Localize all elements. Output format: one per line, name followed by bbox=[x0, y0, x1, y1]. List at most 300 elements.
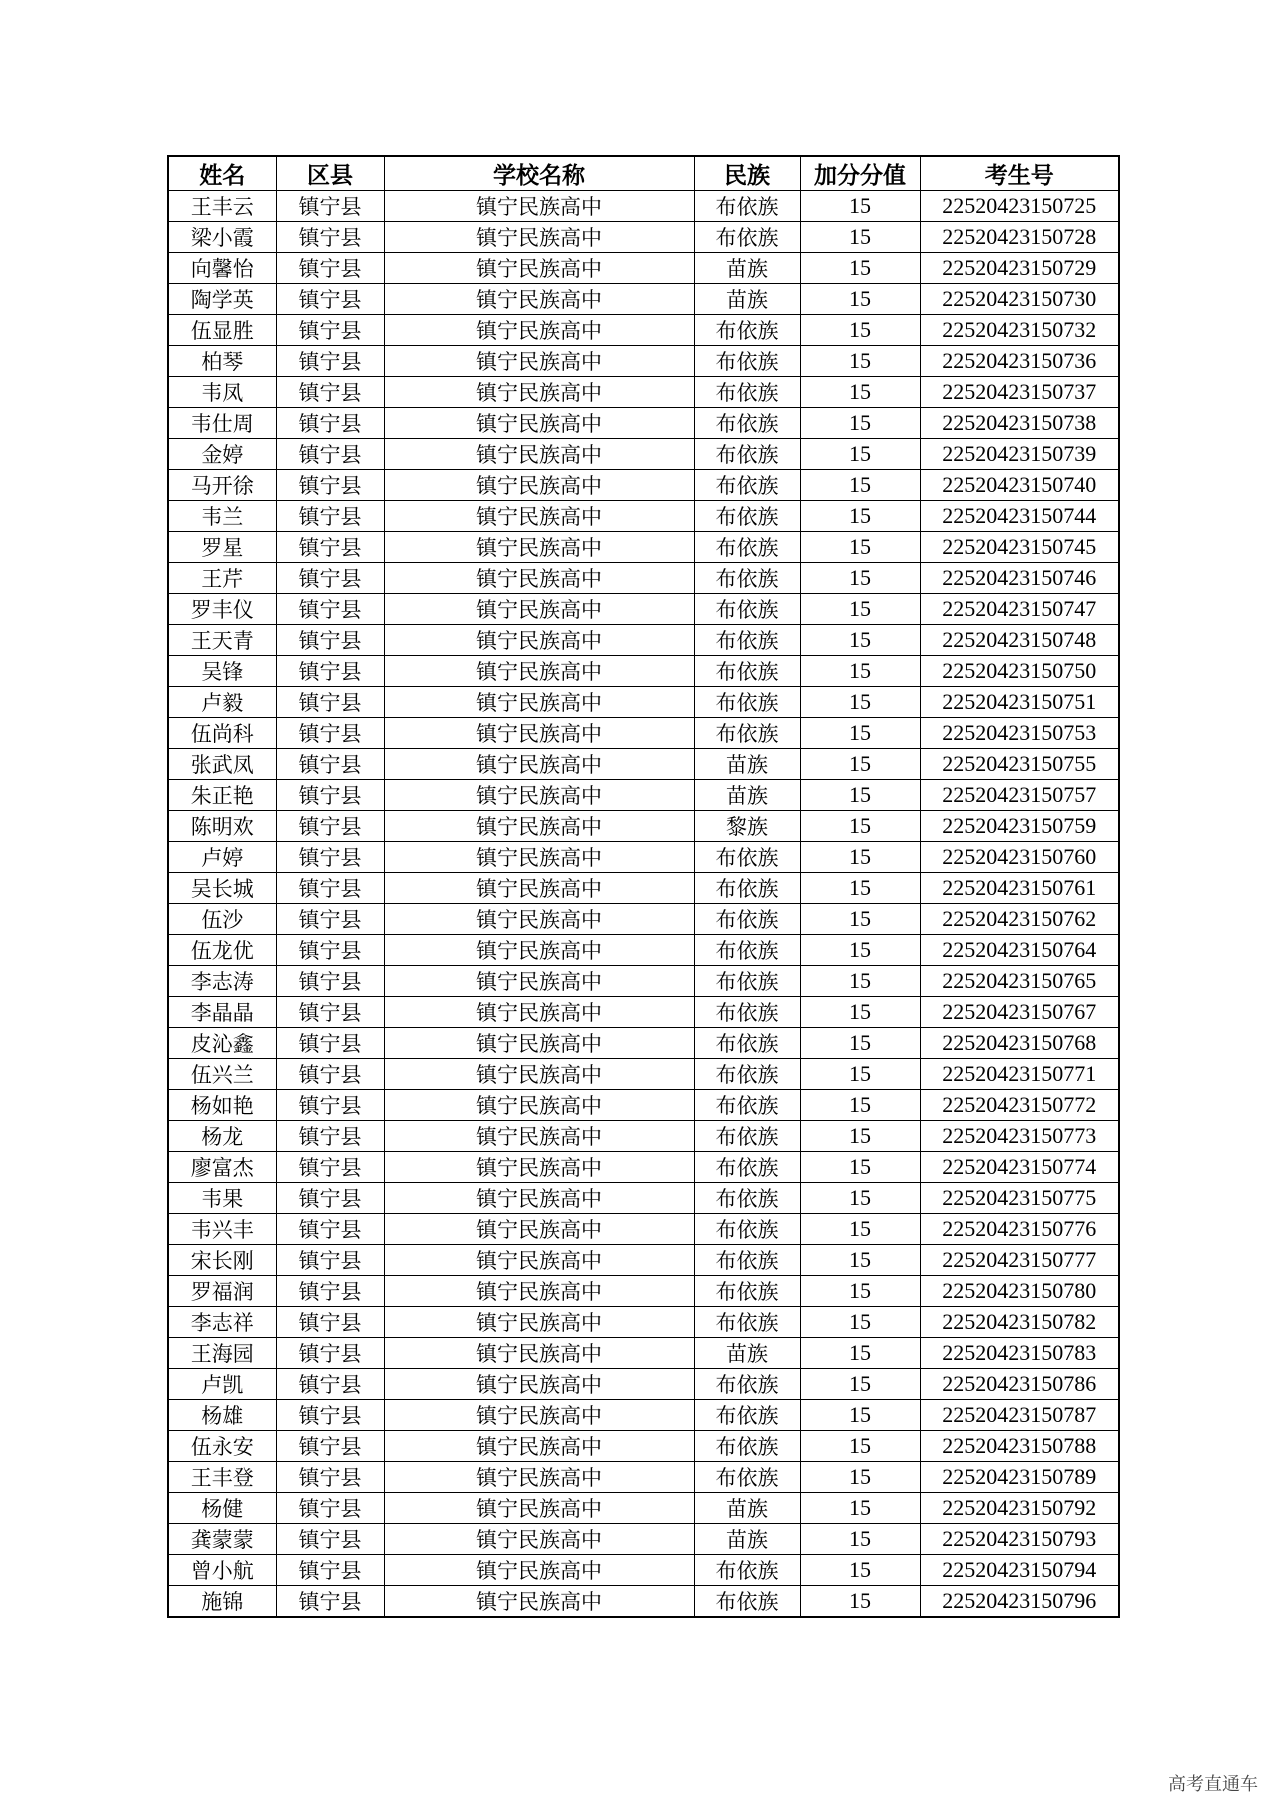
cell-bonus-points: 15 bbox=[800, 1493, 920, 1524]
cell-name: 向馨怡 bbox=[168, 253, 276, 284]
cell-county: 镇宁县 bbox=[276, 1338, 384, 1369]
table-row bbox=[168, 1276, 1119, 1307]
cell-ethnicity: 布依族 bbox=[694, 1245, 800, 1276]
table-row bbox=[168, 1121, 1119, 1152]
bonus-points-table bbox=[167, 155, 1120, 1618]
table-row bbox=[168, 532, 1119, 563]
table-row bbox=[168, 1400, 1119, 1431]
cell-county: 镇宁县 bbox=[276, 1307, 384, 1338]
cell-bonus-points: 15 bbox=[800, 1152, 920, 1183]
cell-county: 镇宁县 bbox=[276, 718, 384, 749]
cell-candidate-number: 22520423150755 bbox=[920, 749, 1119, 780]
table-row bbox=[168, 873, 1119, 904]
cell-ethnicity: 布依族 bbox=[694, 1121, 800, 1152]
table-row bbox=[168, 811, 1119, 842]
cell-county: 镇宁县 bbox=[276, 1059, 384, 1090]
table-row bbox=[168, 718, 1119, 749]
cell-ethnicity: 布依族 bbox=[694, 625, 800, 656]
cell-bonus-points: 15 bbox=[800, 501, 920, 532]
cell-ethnicity: 苗族 bbox=[694, 780, 800, 811]
table-row bbox=[168, 501, 1119, 532]
cell-candidate-number: 22520423150775 bbox=[920, 1183, 1119, 1214]
cell-candidate-number: 22520423150796 bbox=[920, 1586, 1119, 1618]
cell-bonus-points: 15 bbox=[800, 315, 920, 346]
cell-name: 韦果 bbox=[168, 1183, 276, 1214]
table-row bbox=[168, 997, 1119, 1028]
table-row bbox=[168, 1214, 1119, 1245]
cell-candidate-number: 22520423150780 bbox=[920, 1276, 1119, 1307]
cell-school: 镇宁民族高中 bbox=[384, 594, 694, 625]
cell-ethnicity: 布依族 bbox=[694, 501, 800, 532]
cell-bonus-points: 15 bbox=[800, 811, 920, 842]
cell-candidate-number: 22520423150777 bbox=[920, 1245, 1119, 1276]
cell-school: 镇宁民族高中 bbox=[384, 718, 694, 749]
table-row bbox=[168, 842, 1119, 873]
cell-candidate-number: 22520423150759 bbox=[920, 811, 1119, 842]
cell-school: 镇宁民族高中 bbox=[384, 1183, 694, 1214]
cell-county: 镇宁县 bbox=[276, 191, 384, 222]
cell-bonus-points: 15 bbox=[800, 408, 920, 439]
cell-candidate-number: 22520423150772 bbox=[920, 1090, 1119, 1121]
cell-ethnicity: 苗族 bbox=[694, 749, 800, 780]
roster-sheet bbox=[167, 155, 1118, 1618]
cell-ethnicity: 布依族 bbox=[694, 1028, 800, 1059]
cell-bonus-points: 15 bbox=[800, 1555, 920, 1586]
cell-candidate-number: 22520423150747 bbox=[920, 594, 1119, 625]
cell-candidate-number: 22520423150774 bbox=[920, 1152, 1119, 1183]
cell-school: 镇宁民族高中 bbox=[384, 997, 694, 1028]
cell-name: 伍显胜 bbox=[168, 315, 276, 346]
cell-bonus-points: 15 bbox=[800, 439, 920, 470]
cell-ethnicity: 布依族 bbox=[694, 997, 800, 1028]
cell-ethnicity: 布依族 bbox=[694, 532, 800, 563]
cell-ethnicity: 布依族 bbox=[694, 656, 800, 687]
table-row bbox=[168, 1431, 1119, 1462]
header-bonus-points: 加分分值 bbox=[800, 156, 920, 191]
cell-bonus-points: 15 bbox=[800, 594, 920, 625]
cell-candidate-number: 22520423150787 bbox=[920, 1400, 1119, 1431]
cell-bonus-points: 15 bbox=[800, 1462, 920, 1493]
cell-county: 镇宁县 bbox=[276, 1121, 384, 1152]
cell-school: 镇宁民族高中 bbox=[384, 408, 694, 439]
table-row bbox=[168, 749, 1119, 780]
cell-county: 镇宁县 bbox=[276, 1586, 384, 1618]
cell-name: 王芹 bbox=[168, 563, 276, 594]
cell-ethnicity: 布依族 bbox=[694, 842, 800, 873]
cell-candidate-number: 22520423150792 bbox=[920, 1493, 1119, 1524]
cell-school: 镇宁民族高中 bbox=[384, 625, 694, 656]
cell-bonus-points: 15 bbox=[800, 1400, 920, 1431]
cell-ethnicity: 布依族 bbox=[694, 1276, 800, 1307]
cell-name: 柏琴 bbox=[168, 346, 276, 377]
cell-county: 镇宁县 bbox=[276, 1090, 384, 1121]
cell-school: 镇宁民族高中 bbox=[384, 1524, 694, 1555]
cell-school: 镇宁民族高中 bbox=[384, 1090, 694, 1121]
cell-name: 伍尚科 bbox=[168, 718, 276, 749]
cell-bonus-points: 15 bbox=[800, 1028, 920, 1059]
cell-candidate-number: 22520423150732 bbox=[920, 315, 1119, 346]
table-row bbox=[168, 1245, 1119, 1276]
cell-bonus-points: 15 bbox=[800, 191, 920, 222]
cell-name: 王天青 bbox=[168, 625, 276, 656]
cell-county: 镇宁县 bbox=[276, 1493, 384, 1524]
cell-county: 镇宁县 bbox=[276, 811, 384, 842]
cell-school: 镇宁民族高中 bbox=[384, 656, 694, 687]
cell-name: 龚蒙蒙 bbox=[168, 1524, 276, 1555]
cell-county: 镇宁县 bbox=[276, 377, 384, 408]
cell-school: 镇宁民族高中 bbox=[384, 966, 694, 997]
cell-candidate-number: 22520423150730 bbox=[920, 284, 1119, 315]
cell-candidate-number: 22520423150794 bbox=[920, 1555, 1119, 1586]
cell-ethnicity: 布依族 bbox=[694, 439, 800, 470]
cell-bonus-points: 15 bbox=[800, 253, 920, 284]
cell-ethnicity: 布依族 bbox=[694, 1214, 800, 1245]
cell-ethnicity: 布依族 bbox=[694, 718, 800, 749]
cell-bonus-points: 15 bbox=[800, 1183, 920, 1214]
cell-school: 镇宁民族高中 bbox=[384, 1555, 694, 1586]
header-name: 姓名 bbox=[168, 156, 276, 191]
cell-ethnicity: 布依族 bbox=[694, 1586, 800, 1618]
cell-county: 镇宁县 bbox=[276, 1028, 384, 1059]
cell-school: 镇宁民族高中 bbox=[384, 470, 694, 501]
header-county: 区县 bbox=[276, 156, 384, 191]
cell-candidate-number: 22520423150789 bbox=[920, 1462, 1119, 1493]
cell-ethnicity: 苗族 bbox=[694, 1338, 800, 1369]
cell-ethnicity: 布依族 bbox=[694, 408, 800, 439]
cell-bonus-points: 15 bbox=[800, 1431, 920, 1462]
cell-school: 镇宁民族高中 bbox=[384, 346, 694, 377]
cell-ethnicity: 黎族 bbox=[694, 811, 800, 842]
table-body bbox=[168, 191, 1119, 1618]
cell-name: 曾小航 bbox=[168, 1555, 276, 1586]
cell-ethnicity: 布依族 bbox=[694, 1152, 800, 1183]
cell-name: 卢毅 bbox=[168, 687, 276, 718]
cell-ethnicity: 布依族 bbox=[694, 1555, 800, 1586]
cell-bonus-points: 15 bbox=[800, 470, 920, 501]
cell-name: 韦仕周 bbox=[168, 408, 276, 439]
cell-ethnicity: 苗族 bbox=[694, 253, 800, 284]
cell-candidate-number: 22520423150745 bbox=[920, 532, 1119, 563]
cell-bonus-points: 15 bbox=[800, 842, 920, 873]
cell-school: 镇宁民族高中 bbox=[384, 1307, 694, 1338]
cell-school: 镇宁民族高中 bbox=[384, 780, 694, 811]
cell-county: 镇宁县 bbox=[276, 625, 384, 656]
table-row bbox=[168, 222, 1119, 253]
cell-bonus-points: 15 bbox=[800, 1059, 920, 1090]
cell-school: 镇宁民族高中 bbox=[384, 377, 694, 408]
cell-bonus-points: 15 bbox=[800, 563, 920, 594]
table-row bbox=[168, 1028, 1119, 1059]
cell-ethnicity: 布依族 bbox=[694, 1369, 800, 1400]
cell-county: 镇宁县 bbox=[276, 346, 384, 377]
cell-county: 镇宁县 bbox=[276, 1214, 384, 1245]
cell-name: 施锦 bbox=[168, 1586, 276, 1618]
cell-name: 王丰登 bbox=[168, 1462, 276, 1493]
cell-county: 镇宁县 bbox=[276, 1431, 384, 1462]
cell-candidate-number: 22520423150757 bbox=[920, 780, 1119, 811]
cell-candidate-number: 22520423150748 bbox=[920, 625, 1119, 656]
cell-bonus-points: 15 bbox=[800, 1369, 920, 1400]
cell-school: 镇宁民族高中 bbox=[384, 1059, 694, 1090]
cell-county: 镇宁县 bbox=[276, 997, 384, 1028]
cell-candidate-number: 22520423150764 bbox=[920, 935, 1119, 966]
table-row bbox=[168, 284, 1119, 315]
cell-candidate-number: 22520423150771 bbox=[920, 1059, 1119, 1090]
cell-name: 伍沙 bbox=[168, 904, 276, 935]
cell-ethnicity: 布依族 bbox=[694, 1400, 800, 1431]
cell-county: 镇宁县 bbox=[276, 501, 384, 532]
table-row bbox=[168, 966, 1119, 997]
cell-name: 王海园 bbox=[168, 1338, 276, 1369]
cell-name: 朱正艳 bbox=[168, 780, 276, 811]
table-row bbox=[168, 935, 1119, 966]
cell-county: 镇宁县 bbox=[276, 284, 384, 315]
cell-candidate-number: 22520423150739 bbox=[920, 439, 1119, 470]
cell-school: 镇宁民族高中 bbox=[384, 222, 694, 253]
cell-county: 镇宁县 bbox=[276, 1276, 384, 1307]
cell-name: 李志涛 bbox=[168, 966, 276, 997]
cell-candidate-number: 22520423150783 bbox=[920, 1338, 1119, 1369]
table-row bbox=[168, 253, 1119, 284]
cell-candidate-number: 22520423150738 bbox=[920, 408, 1119, 439]
cell-candidate-number: 22520423150760 bbox=[920, 842, 1119, 873]
cell-ethnicity: 苗族 bbox=[694, 284, 800, 315]
table-row bbox=[168, 563, 1119, 594]
cell-ethnicity: 布依族 bbox=[694, 1059, 800, 1090]
cell-bonus-points: 15 bbox=[800, 966, 920, 997]
cell-candidate-number: 22520423150740 bbox=[920, 470, 1119, 501]
cell-ethnicity: 布依族 bbox=[694, 470, 800, 501]
cell-bonus-points: 15 bbox=[800, 718, 920, 749]
cell-name: 李晶晶 bbox=[168, 997, 276, 1028]
watermark: 高考直通车 bbox=[1168, 1774, 1258, 1795]
cell-candidate-number: 22520423150746 bbox=[920, 563, 1119, 594]
cell-school: 镇宁民族高中 bbox=[384, 315, 694, 346]
cell-ethnicity: 布依族 bbox=[694, 1183, 800, 1214]
cell-school: 镇宁民族高中 bbox=[384, 1400, 694, 1431]
cell-bonus-points: 15 bbox=[800, 873, 920, 904]
cell-school: 镇宁民族高中 bbox=[384, 1152, 694, 1183]
cell-school: 镇宁民族高中 bbox=[384, 501, 694, 532]
cell-candidate-number: 22520423150773 bbox=[920, 1121, 1119, 1152]
cell-candidate-number: 22520423150765 bbox=[920, 966, 1119, 997]
cell-name: 杨龙 bbox=[168, 1121, 276, 1152]
table-row bbox=[168, 1338, 1119, 1369]
table-row bbox=[168, 315, 1119, 346]
cell-county: 镇宁县 bbox=[276, 966, 384, 997]
cell-candidate-number: 22520423150786 bbox=[920, 1369, 1119, 1400]
cell-bonus-points: 15 bbox=[800, 687, 920, 718]
table-row bbox=[168, 1183, 1119, 1214]
cell-candidate-number: 22520423150782 bbox=[920, 1307, 1119, 1338]
cell-name: 马开徐 bbox=[168, 470, 276, 501]
cell-name: 张武凤 bbox=[168, 749, 276, 780]
cell-name: 皮沁鑫 bbox=[168, 1028, 276, 1059]
table-row bbox=[168, 439, 1119, 470]
cell-county: 镇宁县 bbox=[276, 1524, 384, 1555]
cell-name: 吴长城 bbox=[168, 873, 276, 904]
cell-name: 陶学英 bbox=[168, 284, 276, 315]
cell-candidate-number: 22520423150768 bbox=[920, 1028, 1119, 1059]
cell-school: 镇宁民族高中 bbox=[384, 1245, 694, 1276]
cell-county: 镇宁县 bbox=[276, 253, 384, 284]
table-row bbox=[168, 1369, 1119, 1400]
cell-candidate-number: 22520423150762 bbox=[920, 904, 1119, 935]
cell-school: 镇宁民族高中 bbox=[384, 439, 694, 470]
cell-candidate-number: 22520423150788 bbox=[920, 1431, 1119, 1462]
cell-school: 镇宁民族高中 bbox=[384, 284, 694, 315]
cell-county: 镇宁县 bbox=[276, 532, 384, 563]
cell-name: 卢凯 bbox=[168, 1369, 276, 1400]
table-row bbox=[168, 191, 1119, 222]
cell-school: 镇宁民族高中 bbox=[384, 749, 694, 780]
cell-candidate-number: 22520423150728 bbox=[920, 222, 1119, 253]
cell-name: 韦凤 bbox=[168, 377, 276, 408]
cell-school: 镇宁民族高中 bbox=[384, 873, 694, 904]
cell-ethnicity: 布依族 bbox=[694, 935, 800, 966]
cell-candidate-number: 22520423150737 bbox=[920, 377, 1119, 408]
cell-school: 镇宁民族高中 bbox=[384, 1338, 694, 1369]
header-candidate-number: 考生号 bbox=[920, 156, 1119, 191]
table-row bbox=[168, 1152, 1119, 1183]
cell-county: 镇宁县 bbox=[276, 873, 384, 904]
cell-county: 镇宁县 bbox=[276, 1462, 384, 1493]
cell-bonus-points: 15 bbox=[800, 1307, 920, 1338]
table-row bbox=[168, 1524, 1119, 1555]
cell-county: 镇宁县 bbox=[276, 1369, 384, 1400]
table-row bbox=[168, 656, 1119, 687]
cell-bonus-points: 15 bbox=[800, 625, 920, 656]
cell-name: 韦兴丰 bbox=[168, 1214, 276, 1245]
cell-county: 镇宁县 bbox=[276, 1245, 384, 1276]
cell-name: 杨健 bbox=[168, 1493, 276, 1524]
cell-ethnicity: 苗族 bbox=[694, 1493, 800, 1524]
cell-ethnicity: 苗族 bbox=[694, 1524, 800, 1555]
cell-name: 卢婷 bbox=[168, 842, 276, 873]
cell-name: 罗星 bbox=[168, 532, 276, 563]
cell-candidate-number: 22520423150767 bbox=[920, 997, 1119, 1028]
cell-county: 镇宁县 bbox=[276, 904, 384, 935]
cell-candidate-number: 22520423150750 bbox=[920, 656, 1119, 687]
cell-bonus-points: 15 bbox=[800, 1245, 920, 1276]
cell-school: 镇宁民族高中 bbox=[384, 935, 694, 966]
cell-county: 镇宁县 bbox=[276, 780, 384, 811]
table-row bbox=[168, 687, 1119, 718]
cell-bonus-points: 15 bbox=[800, 222, 920, 253]
cell-name: 宋长刚 bbox=[168, 1245, 276, 1276]
cell-ethnicity: 布依族 bbox=[694, 222, 800, 253]
cell-school: 镇宁民族高中 bbox=[384, 563, 694, 594]
table-row bbox=[168, 1059, 1119, 1090]
cell-bonus-points: 15 bbox=[800, 935, 920, 966]
cell-school: 镇宁民族高中 bbox=[384, 1369, 694, 1400]
cell-name: 陈明欢 bbox=[168, 811, 276, 842]
cell-candidate-number: 22520423150725 bbox=[920, 191, 1119, 222]
table-row bbox=[168, 625, 1119, 656]
cell-county: 镇宁县 bbox=[276, 749, 384, 780]
cell-ethnicity: 布依族 bbox=[694, 346, 800, 377]
cell-name: 杨如艳 bbox=[168, 1090, 276, 1121]
cell-ethnicity: 布依族 bbox=[694, 315, 800, 346]
table-header-row bbox=[168, 156, 1119, 191]
cell-name: 杨雄 bbox=[168, 1400, 276, 1431]
cell-county: 镇宁县 bbox=[276, 1555, 384, 1586]
table-row bbox=[168, 1586, 1119, 1618]
table-row bbox=[168, 904, 1119, 935]
cell-ethnicity: 布依族 bbox=[694, 873, 800, 904]
cell-school: 镇宁民族高中 bbox=[384, 1121, 694, 1152]
cell-bonus-points: 15 bbox=[800, 904, 920, 935]
cell-name: 伍龙优 bbox=[168, 935, 276, 966]
cell-ethnicity: 布依族 bbox=[694, 1307, 800, 1338]
cell-name: 廖富杰 bbox=[168, 1152, 276, 1183]
table-row bbox=[168, 780, 1119, 811]
cell-candidate-number: 22520423150753 bbox=[920, 718, 1119, 749]
cell-bonus-points: 15 bbox=[800, 749, 920, 780]
cell-ethnicity: 布依族 bbox=[694, 904, 800, 935]
cell-candidate-number: 22520423150793 bbox=[920, 1524, 1119, 1555]
table-row bbox=[168, 1462, 1119, 1493]
cell-county: 镇宁县 bbox=[276, 439, 384, 470]
cell-school: 镇宁民族高中 bbox=[384, 1214, 694, 1245]
cell-name: 罗福润 bbox=[168, 1276, 276, 1307]
cell-school: 镇宁民族高中 bbox=[384, 904, 694, 935]
table-row bbox=[168, 346, 1119, 377]
table-row bbox=[168, 470, 1119, 501]
cell-bonus-points: 15 bbox=[800, 997, 920, 1028]
cell-name: 梁小霞 bbox=[168, 222, 276, 253]
cell-county: 镇宁县 bbox=[276, 408, 384, 439]
cell-school: 镇宁民族高中 bbox=[384, 1431, 694, 1462]
table-row bbox=[168, 1493, 1119, 1524]
cell-bonus-points: 15 bbox=[800, 1524, 920, 1555]
cell-candidate-number: 22520423150729 bbox=[920, 253, 1119, 284]
cell-ethnicity: 布依族 bbox=[694, 687, 800, 718]
cell-bonus-points: 15 bbox=[800, 1586, 920, 1618]
cell-bonus-points: 15 bbox=[800, 1276, 920, 1307]
cell-school: 镇宁民族高中 bbox=[384, 1493, 694, 1524]
cell-school: 镇宁民族高中 bbox=[384, 191, 694, 222]
cell-ethnicity: 布依族 bbox=[694, 377, 800, 408]
cell-bonus-points: 15 bbox=[800, 656, 920, 687]
cell-ethnicity: 布依族 bbox=[694, 1462, 800, 1493]
cell-name: 吴锋 bbox=[168, 656, 276, 687]
table-row bbox=[168, 408, 1119, 439]
cell-ethnicity: 布依族 bbox=[694, 1431, 800, 1462]
cell-school: 镇宁民族高中 bbox=[384, 253, 694, 284]
cell-name: 王丰云 bbox=[168, 191, 276, 222]
cell-county: 镇宁县 bbox=[276, 687, 384, 718]
cell-ethnicity: 布依族 bbox=[694, 1090, 800, 1121]
cell-ethnicity: 布依族 bbox=[694, 966, 800, 997]
cell-school: 镇宁民族高中 bbox=[384, 687, 694, 718]
cell-ethnicity: 布依族 bbox=[694, 563, 800, 594]
table-row bbox=[168, 1307, 1119, 1338]
cell-school: 镇宁民族高中 bbox=[384, 1276, 694, 1307]
cell-county: 镇宁县 bbox=[276, 1183, 384, 1214]
header-school: 学校名称 bbox=[384, 156, 694, 191]
cell-county: 镇宁县 bbox=[276, 315, 384, 346]
cell-ethnicity: 布依族 bbox=[694, 191, 800, 222]
header-ethnicity: 民族 bbox=[694, 156, 800, 191]
cell-bonus-points: 15 bbox=[800, 346, 920, 377]
cell-school: 镇宁民族高中 bbox=[384, 1028, 694, 1059]
cell-county: 镇宁县 bbox=[276, 1400, 384, 1431]
cell-name: 伍兴兰 bbox=[168, 1059, 276, 1090]
cell-county: 镇宁县 bbox=[276, 222, 384, 253]
cell-bonus-points: 15 bbox=[800, 1121, 920, 1152]
cell-candidate-number: 22520423150744 bbox=[920, 501, 1119, 532]
